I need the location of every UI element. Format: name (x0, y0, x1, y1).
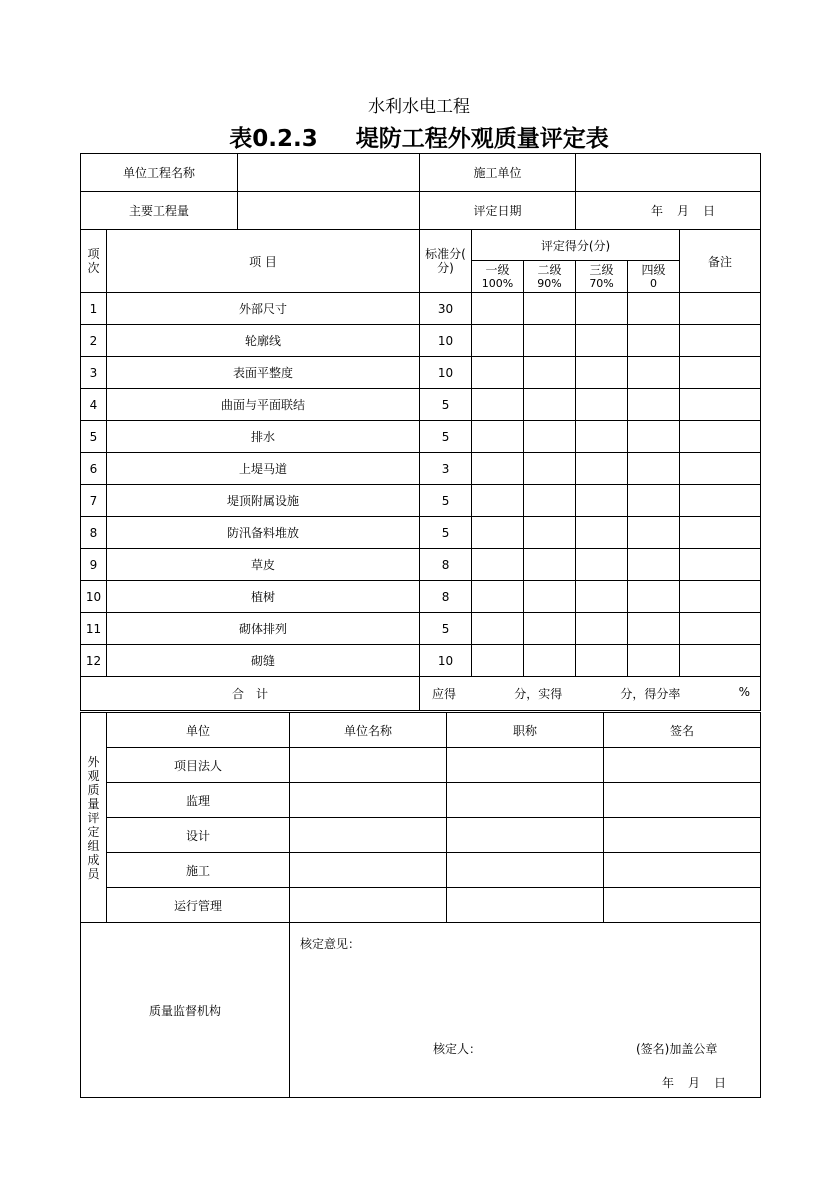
row-grade-3-cell[interactable] (576, 549, 628, 581)
row-grade-4-cell[interactable] (628, 581, 680, 613)
col-remark-header: 备注 (680, 230, 761, 293)
total-part3: 分，得分率 (620, 687, 681, 701)
row-remark-cell[interactable] (680, 293, 761, 325)
row-no: 8 (81, 517, 107, 549)
team-member-unit: 设计 (107, 818, 290, 853)
row-grade-1-cell[interactable] (472, 357, 524, 389)
row-no: 5 (81, 421, 107, 453)
row-item: 砌缝 (107, 645, 420, 677)
evaluation-table (80, 153, 761, 711)
table-row (81, 485, 761, 517)
row-grade-3-cell[interactable] (576, 485, 628, 517)
row-item: 植树 (107, 581, 420, 613)
table-number: 表0.2.3 (229, 126, 318, 152)
team-member-signature-cell[interactable] (604, 748, 761, 783)
row-grade-4-cell[interactable] (628, 517, 680, 549)
grade-name: 三级 (589, 262, 614, 277)
row-remark-cell[interactable] (680, 485, 761, 517)
row-grade-2-cell[interactable] (524, 581, 576, 613)
team-member-unit: 运行管理 (107, 888, 290, 923)
row-grade-3-cell[interactable] (576, 453, 628, 485)
team-member-name-cell[interactable] (290, 748, 447, 783)
row-grade-2-cell[interactable] (524, 517, 576, 549)
row-remark-cell[interactable] (680, 613, 761, 645)
eval-date-label: 评定日期 (420, 192, 576, 230)
total-label: 合 计 (81, 677, 420, 711)
row-no: 12 (81, 645, 107, 677)
quantity-label: 主要工程量 (81, 192, 238, 230)
col-item-header: 项 目 (107, 230, 420, 293)
row-standard: 5 (420, 389, 472, 421)
team-member-signature-cell[interactable] (604, 818, 761, 853)
row-grade-1-cell[interactable] (472, 517, 524, 549)
total-part2: 分，实得 (514, 687, 563, 701)
row-standard: 8 (420, 581, 472, 613)
unit-project-field[interactable] (238, 154, 420, 192)
supervision-label: 质量监督机构 (81, 923, 290, 1098)
grade-4-header (628, 261, 680, 293)
row-standard: 5 (420, 517, 472, 549)
team-header-signature: 签名 (604, 713, 761, 748)
row-no: 4 (81, 389, 107, 421)
table-row (81, 421, 761, 453)
total-part1: 应得 (432, 687, 457, 701)
row-grade-3-cell[interactable] (576, 293, 628, 325)
row-grade-3-cell[interactable] (576, 421, 628, 453)
row-no: 6 (81, 453, 107, 485)
team-header-title: 职称 (447, 713, 604, 748)
table-title: 堤防工程外观质量评定表 (355, 126, 609, 152)
supervision-opinion-cell[interactable] (290, 923, 761, 1098)
team-member-unit: 监理 (107, 783, 290, 818)
row-grade-4-cell[interactable] (628, 293, 680, 325)
document-title (0, 120, 838, 153)
row-remark-cell[interactable] (680, 549, 761, 581)
row-grade-4-cell[interactable] (628, 421, 680, 453)
team-row (81, 853, 761, 888)
row-grade-2-cell[interactable] (524, 357, 576, 389)
table-row (81, 453, 761, 485)
contractor-field[interactable] (576, 154, 761, 192)
row-standard: 5 (420, 421, 472, 453)
row-grade-3-cell[interactable] (576, 357, 628, 389)
row-item: 堤顶附属设施 (107, 485, 420, 517)
team-member-signature-cell[interactable] (604, 888, 761, 923)
document-subtitle: 水利水电工程 (368, 97, 470, 117)
col-no-text: 项次 (87, 247, 100, 275)
team-side-label (81, 713, 107, 923)
row-grade-2-cell[interactable] (524, 613, 576, 645)
team-member-name-cell[interactable] (290, 853, 447, 888)
row-remark-cell[interactable] (680, 389, 761, 421)
row-item: 砌体排列 (107, 613, 420, 645)
row-grade-3-cell[interactable] (576, 389, 628, 421)
table-row (81, 357, 761, 389)
unit-project-label: 单位工程名称 (81, 154, 238, 192)
table-row (81, 645, 761, 677)
row-grade-1-cell[interactable] (472, 293, 524, 325)
team-member-title-cell[interactable] (447, 888, 604, 923)
team-member-unit: 施工 (107, 853, 290, 888)
grade-2-header (524, 261, 576, 293)
row-grade-2-cell[interactable] (524, 485, 576, 517)
contractor-label: 施工单位 (420, 154, 576, 192)
row-grade-1-cell[interactable] (472, 613, 524, 645)
row-grade-4-cell[interactable] (628, 485, 680, 517)
grade-pct: 90% (537, 276, 562, 290)
row-standard: 10 (420, 645, 472, 677)
seal-label: (签名)加盖公章 (636, 1042, 718, 1056)
supervision-table (80, 922, 761, 1098)
table-row (81, 389, 761, 421)
row-grade-1-cell[interactable] (472, 549, 524, 581)
eval-date-field[interactable]: 年 月 日 (576, 192, 761, 230)
grade-3-header (576, 261, 628, 293)
total-summary[interactable] (420, 677, 761, 711)
row-grade-4-cell[interactable] (628, 645, 680, 677)
table-row (81, 325, 761, 357)
row-grade-3-cell[interactable] (576, 613, 628, 645)
team-member-unit: 项目法人 (107, 748, 290, 783)
row-no: 3 (81, 357, 107, 389)
col-score-header: 评定得分(分) (472, 230, 680, 261)
row-remark-cell[interactable] (680, 517, 761, 549)
row-no: 2 (81, 325, 107, 357)
row-grade-3-cell[interactable] (576, 325, 628, 357)
row-item: 表面平整度 (107, 357, 420, 389)
row-grade-1-cell[interactable] (472, 645, 524, 677)
row-no: 7 (81, 485, 107, 517)
table-row (81, 549, 761, 581)
col-standard-line1: 标准分( (425, 247, 466, 261)
row-grade-1-cell[interactable] (472, 453, 524, 485)
row-standard: 5 (420, 485, 472, 517)
checker-label: 核定人： (433, 1042, 482, 1056)
evaluation-team-table (80, 712, 761, 923)
row-remark-cell[interactable] (680, 325, 761, 357)
team-row (81, 748, 761, 783)
row-grade-4-cell[interactable] (628, 389, 680, 421)
row-remark-cell[interactable] (680, 645, 761, 677)
row-item: 轮廓线 (107, 325, 420, 357)
team-member-name-cell[interactable] (290, 783, 447, 818)
team-member-name-cell[interactable] (290, 888, 447, 923)
team-header-unit-name: 单位名称 (290, 713, 447, 748)
table-row (81, 613, 761, 645)
total-part4: % (738, 685, 751, 699)
grade-1-header (472, 261, 524, 293)
row-grade-2-cell[interactable] (524, 325, 576, 357)
team-side-text: 外观质量评定组成员 (87, 754, 100, 881)
row-standard: 10 (420, 357, 472, 389)
col-no-header (81, 230, 107, 293)
row-standard: 3 (420, 453, 472, 485)
team-member-signature-cell[interactable] (604, 853, 761, 888)
team-member-name-cell[interactable] (290, 818, 447, 853)
table-row (81, 517, 761, 549)
row-remark-cell[interactable] (680, 581, 761, 613)
grade-name: 一级 (485, 262, 510, 277)
row-grade-2-cell[interactable] (524, 389, 576, 421)
quantity-field[interactable] (238, 192, 420, 230)
row-standard: 10 (420, 325, 472, 357)
row-grade-2-cell[interactable] (524, 453, 576, 485)
table-row (81, 293, 761, 325)
row-item: 外部尺寸 (107, 293, 420, 325)
opinion-label: 核定意见： (300, 937, 361, 951)
col-standard-header (420, 230, 472, 293)
team-member-title-cell[interactable] (447, 818, 604, 853)
row-standard: 8 (420, 549, 472, 581)
row-grade-2-cell[interactable] (524, 645, 576, 677)
grade-pct: 0 (650, 276, 658, 290)
team-row (81, 783, 761, 818)
row-grade-1-cell[interactable] (472, 581, 524, 613)
grade-pct: 100% (481, 276, 514, 290)
row-grade-4-cell[interactable] (628, 613, 680, 645)
team-row (81, 818, 761, 853)
row-grade-1-cell[interactable] (472, 325, 524, 357)
row-grade-2-cell[interactable] (524, 293, 576, 325)
col-standard-line2: 分) (437, 261, 454, 275)
row-remark-cell[interactable] (680, 453, 761, 485)
row-grade-1-cell[interactable] (472, 389, 524, 421)
row-grade-1-cell[interactable] (472, 421, 524, 453)
row-item: 上堤马道 (107, 453, 420, 485)
table-row (81, 581, 761, 613)
row-standard: 5 (420, 613, 472, 645)
row-no: 10 (81, 581, 107, 613)
grade-pct: 70% (589, 276, 614, 290)
row-item: 草皮 (107, 549, 420, 581)
row-grade-4-cell[interactable] (628, 357, 680, 389)
row-grade-2-cell[interactable] (524, 549, 576, 581)
row-item: 排水 (107, 421, 420, 453)
team-row (81, 888, 761, 923)
row-remark-cell[interactable] (680, 421, 761, 453)
row-remark-cell[interactable] (680, 357, 761, 389)
team-member-title-cell[interactable] (447, 853, 604, 888)
team-member-title-cell[interactable] (447, 783, 604, 818)
team-header-unit: 单位 (107, 713, 290, 748)
team-member-signature-cell[interactable] (604, 783, 761, 818)
row-grade-4-cell[interactable] (628, 549, 680, 581)
supervision-date: 年 月 日 (662, 1076, 728, 1090)
row-grade-4-cell[interactable] (628, 453, 680, 485)
row-no: 1 (81, 293, 107, 325)
row-standard: 30 (420, 293, 472, 325)
row-no: 9 (81, 549, 107, 581)
row-item: 防汛备料堆放 (107, 517, 420, 549)
row-grade-4-cell[interactable] (628, 325, 680, 357)
grade-name: 二级 (537, 262, 562, 277)
row-grade-2-cell[interactable] (524, 421, 576, 453)
grade-name: 四级 (641, 262, 666, 277)
row-grade-3-cell[interactable] (576, 645, 628, 677)
row-grade-3-cell[interactable] (576, 517, 628, 549)
row-grade-3-cell[interactable] (576, 581, 628, 613)
row-item: 曲面与平面联结 (107, 389, 420, 421)
row-no: 11 (81, 613, 107, 645)
row-grade-1-cell[interactable] (472, 485, 524, 517)
team-member-title-cell[interactable] (447, 748, 604, 783)
